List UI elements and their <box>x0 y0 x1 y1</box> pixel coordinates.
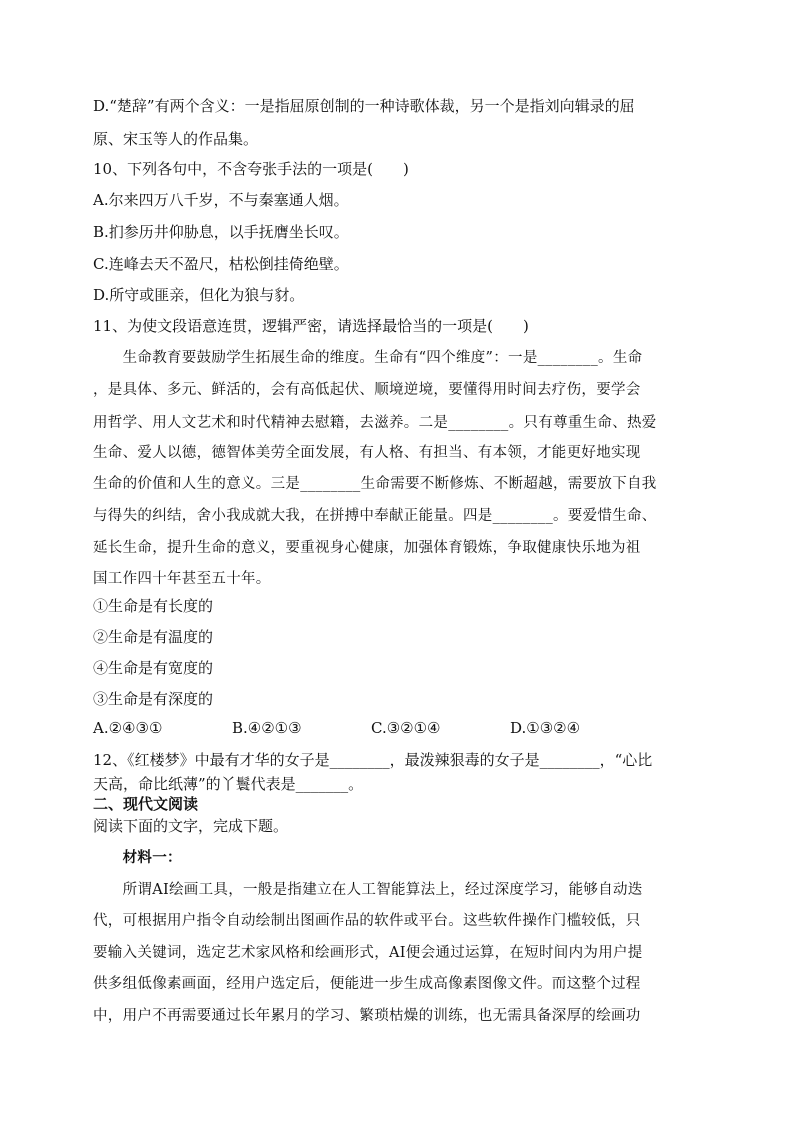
q10-option-a: A.尔来四万八千岁，不与秦塞通人烟。 <box>93 191 349 209</box>
material-line: 要输入关键词，选定艺术家风格和绘画形式，AI便会通过运算，在短时间内为用户提 <box>93 945 643 961</box>
material-line: 代，可根据用户指令自动绘制出图画作品的软件或平台。这些软件操作门槛较低，只 <box>93 913 641 929</box>
question-11: 11、为使文段语意连贯，逻辑严密，请选择最恰当的一项是( ) <box>93 317 529 335</box>
passage-line: 用哲学、用人文艺术和时代精神去慰籍，去滋养。二是________。只有尊重生命、热爱 <box>93 415 657 431</box>
passage-line: 生命教育要鼓励学生拓展生命的维度。生命有“四个维度”：一是________。生命 <box>93 350 643 366</box>
passage-line: 生命、爱人以德，德智体美劳全面发展，有人格、有担当、有本领，才能更好地实现 <box>93 445 641 461</box>
passage-line: 与得失的纠结，舍小我成就大我，在拼搏中奉献正能量。四是________。要爱惜生命、 <box>93 508 657 524</box>
q10-option-c: C.连峰去天不盈尺，枯松倒挂倚绝壁。 <box>93 255 349 273</box>
option-item: ④生命是有宽度的 <box>93 659 214 677</box>
question-12-line-1: 12、《红楼梦》中最有才华的女子是________，最泼辣狠毒的女子是________，“心比 <box>93 751 653 769</box>
passage-line: 生命的价值和人生的意义。三是________生命需要不断修炼、不断超越，需要放下自我 <box>93 476 657 492</box>
option-item: ②生命是有温度的 <box>93 628 214 646</box>
choice-d: D.①③②④ <box>510 719 581 737</box>
q10-option-b: B.扪参历井仰胁息，以手抚膺坐长叹。 <box>93 223 349 241</box>
passage-line: 延长生命，提升生命的意义，要重视身心健康，加强体育锻炼，争取健康快乐地为祖 <box>93 540 641 556</box>
option-d-line-1: D.“楚辞”有两个含义：一是指屈原创制的一种诗歌体裁，另一个是指刘向辑录的屈 <box>93 97 635 115</box>
passage-line: ，是具体、多元、鲜活的，会有高低起伏、顺境逆境，要懂得用时间去疗伤，要学会 <box>93 382 641 398</box>
question-10: 10、下列各句中，不含夸张手法的一项是( ) <box>93 160 409 178</box>
material-line: 中，用户不再需要通过长年累月的学习、繁琐枯燥的训练，也无需具备深厚的绘画功 <box>93 1008 641 1024</box>
option-item: ③生命是有深度的 <box>93 690 214 708</box>
section-title: 二、现代文阅读 <box>93 795 199 813</box>
q10-option-d: D.所守或匪亲，但化为狼与豺。 <box>93 286 305 304</box>
choice-b: B.④②①③ <box>232 719 302 737</box>
material-line: 供多组低像素画面，经用户选定后，便能进一步生成高像素图像文件。而这整个过程 <box>93 976 641 992</box>
choice-a: A.②④③① <box>93 719 163 737</box>
option-item: ①生命是有长度的 <box>93 597 214 615</box>
option-d-line-2: 原、宋玉等人的作品集。 <box>93 130 259 148</box>
material-label: 材料一： <box>93 849 182 866</box>
section-instruction: 阅读下面的文字，完成下题。 <box>93 817 289 835</box>
material-line: 所谓AI绘画工具，一般是指建立在人工智能算法上，经过深度学习，能够自动迭 <box>93 882 643 898</box>
question-12-line-2: 天高，命比纸薄”的丫鬟代表是_______。 <box>93 775 364 793</box>
choice-c: C.③②①④ <box>371 719 441 737</box>
passage-line: 国工作四十年甚至五十年。 <box>93 571 271 587</box>
